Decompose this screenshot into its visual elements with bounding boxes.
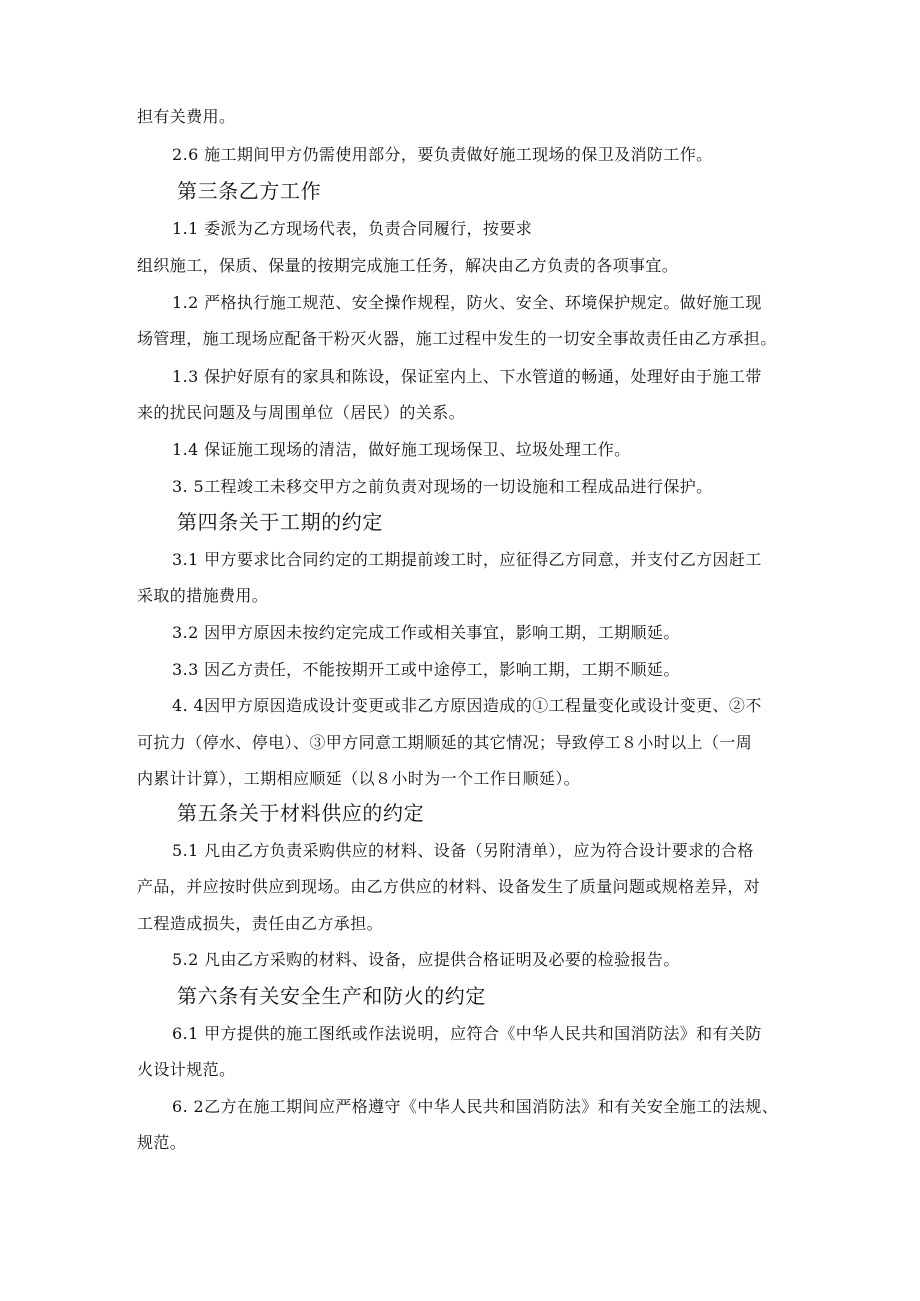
section-heading: 第六条有关安全生产和防火的约定 — [177, 984, 486, 1008]
text-line: 采取的措施费用。 — [137, 586, 269, 605]
text-line: 产品，并应按时供应到现场。由乙方供应的材料、设备发生了质量问题或规格差异，对 — [137, 877, 761, 896]
text-line: 火设计规范。 — [137, 1060, 236, 1079]
section-heading: 第三条乙方工作 — [177, 179, 322, 203]
text-line: 场管理，施工现场应配备干粉灭火器，施工过程中发生的一切安全事故责任由乙方承担。 — [137, 329, 777, 348]
text-line: 可抗力（停水、停电）、③甲方同意工期顺延的其它情况；导致停工８小时以上（一周 — [137, 733, 753, 752]
text-line: 担有关费用。 — [137, 107, 236, 126]
text-line: 来的扰民问题及与周围单位（居民）的关系。 — [137, 403, 466, 422]
text-line: 6. 2乙方在施工期间应严格遵守《中华人民共和国消防法》和有关安全施工的法规、 — [172, 1097, 779, 1116]
text-line: 6.1 甲方提供的施工图纸或作法说明，应符合《中华人民共和国消防法》和有关防 — [172, 1024, 762, 1043]
text-line: 规范。 — [137, 1133, 187, 1152]
text-line: 5.2 凡由乙方采购的材料、设备，应提供合格证明及必要的检验报告。 — [172, 950, 680, 969]
text-line: 1.1 委派为乙方现场代表，负责合同履行，按要求 — [172, 219, 533, 238]
text-line: 3.2 因甲方原因未按约定完成工作或相关事宜，影响工期，工期顺延。 — [172, 623, 680, 642]
text-line: 工程造成损失，责任由乙方承担。 — [137, 914, 384, 933]
text-line: 4. 4因甲方原因造成设计变更或非乙方原因造成的①工程量变化或设计变更、②不 — [172, 696, 762, 715]
text-line: 3.1 甲方要求比合同约定的工期提前竣工时，应征得乙方同意，并支付乙方因赶工 — [172, 550, 762, 569]
text-line: 5.1 凡由乙方负责采购供应的材料、设备（另附清单），应为符合设计要求的合格 — [172, 841, 754, 860]
text-line: 1.4 保证施工现场的清洁，做好施工现场保卫、垃圾处理工作。 — [172, 440, 631, 459]
text-line: 3. 5工程竣工未移交甲方之前负责对现场的一切设施和工程成品进行保护。 — [172, 477, 713, 496]
text-line: 2.6 施工期间甲方仍需使用部分，要负责做好施工现场的保卫及消防工作。 — [172, 145, 713, 164]
text-line: 1.3 保护好原有的家具和陈设，保证室内上、下水管道的畅通，处理好由于施工带 — [172, 367, 762, 386]
text-line: 组织施工，保质、保量的按期完成施工任务，解决由乙方负责的各项事宜。 — [137, 256, 679, 275]
text-line: 1.2 严格执行施工规范、安全操作规程，防火、安全、环境保护规定。做好施工现 — [172, 293, 762, 312]
section-heading: 第五条关于材料供应的约定 — [177, 801, 425, 825]
section-heading: 第四条关于工期的约定 — [177, 510, 383, 534]
text-line: 内累计计算），工期相应顺延（以８小时为一个工作日顺延）。 — [137, 769, 581, 788]
text-line: 3.3 因乙方责任，不能按期开工或中途停工，影响工期，工期不顺延。 — [172, 660, 680, 679]
